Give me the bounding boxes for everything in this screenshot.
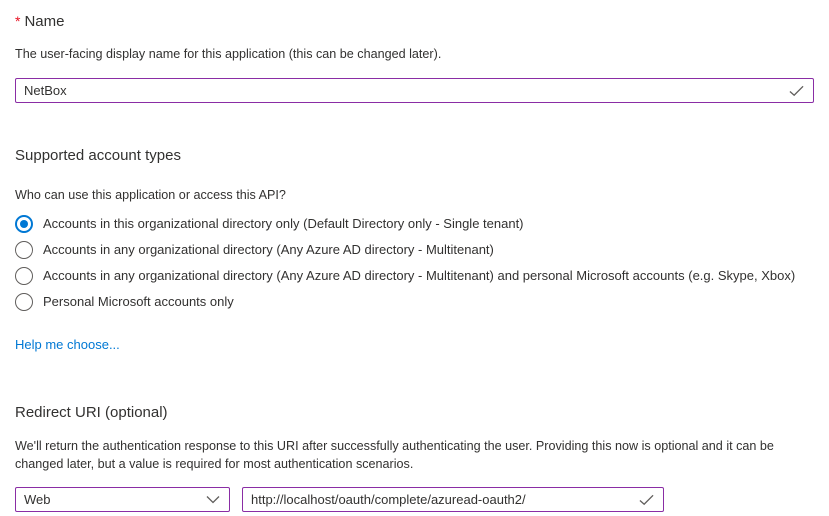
radio-option-label[interactable]: Personal Microsoft accounts only (43, 294, 234, 309)
name-section-title (15, 12, 814, 31)
name-description: The user-facing display name for this application (this can be changed later). (15, 47, 442, 61)
radio-option-label[interactable]: Accounts in any organizational directory (Any Azure AD directory - Multitenant) and personal Microsoft accounts (e.g. Skype, Xbox) (43, 268, 796, 283)
account-types-radio-group (15, 215, 814, 311)
radio-option-single-tenant[interactable] (15, 215, 814, 233)
redirect-uri-input[interactable] (243, 488, 639, 511)
account-types-section-title: Supported account types (15, 147, 181, 164)
chevron-down-icon (206, 495, 220, 504)
account-types-question: Who can use this application or access this API? (15, 188, 286, 202)
radio-button-icon[interactable] (15, 267, 33, 285)
check-icon (789, 85, 804, 97)
check-icon (639, 494, 654, 506)
platform-selected-value: Web (24, 492, 51, 507)
name-section-label: Name (24, 13, 65, 30)
radio-button-icon[interactable] (15, 215, 33, 233)
redirect-uri-field[interactable] (242, 487, 664, 512)
redirect-uri-description: We'll return the authentication response to this URI after successfully authenticating the user. Providing this now is optional and it can be changed later, but a value is required for most authentication scenarios. (15, 439, 774, 471)
help-me-choose-link[interactable]: Help me choose... (15, 337, 120, 352)
radio-option-multitenant-personal[interactable] (15, 267, 814, 285)
radio-button-icon[interactable] (15, 293, 33, 311)
required-asterisk: * (15, 13, 21, 29)
radio-option-label[interactable]: Accounts in this organizational directory only (Default Directory only - Single tenant) (43, 216, 524, 231)
radio-button-icon[interactable] (15, 241, 33, 259)
redirect-uri-row (15, 487, 814, 512)
radio-option-label[interactable]: Accounts in any organizational directory (Any Azure AD directory - Multitenant) (43, 242, 494, 257)
redirect-uri-section-title: Redirect URI (optional) (15, 404, 168, 421)
radio-option-personal-only[interactable] (15, 293, 814, 311)
platform-select-dropdown[interactable] (15, 487, 230, 512)
app-name-input[interactable] (16, 79, 789, 102)
app-name-field[interactable] (15, 78, 814, 103)
radio-option-multitenant[interactable] (15, 241, 814, 259)
